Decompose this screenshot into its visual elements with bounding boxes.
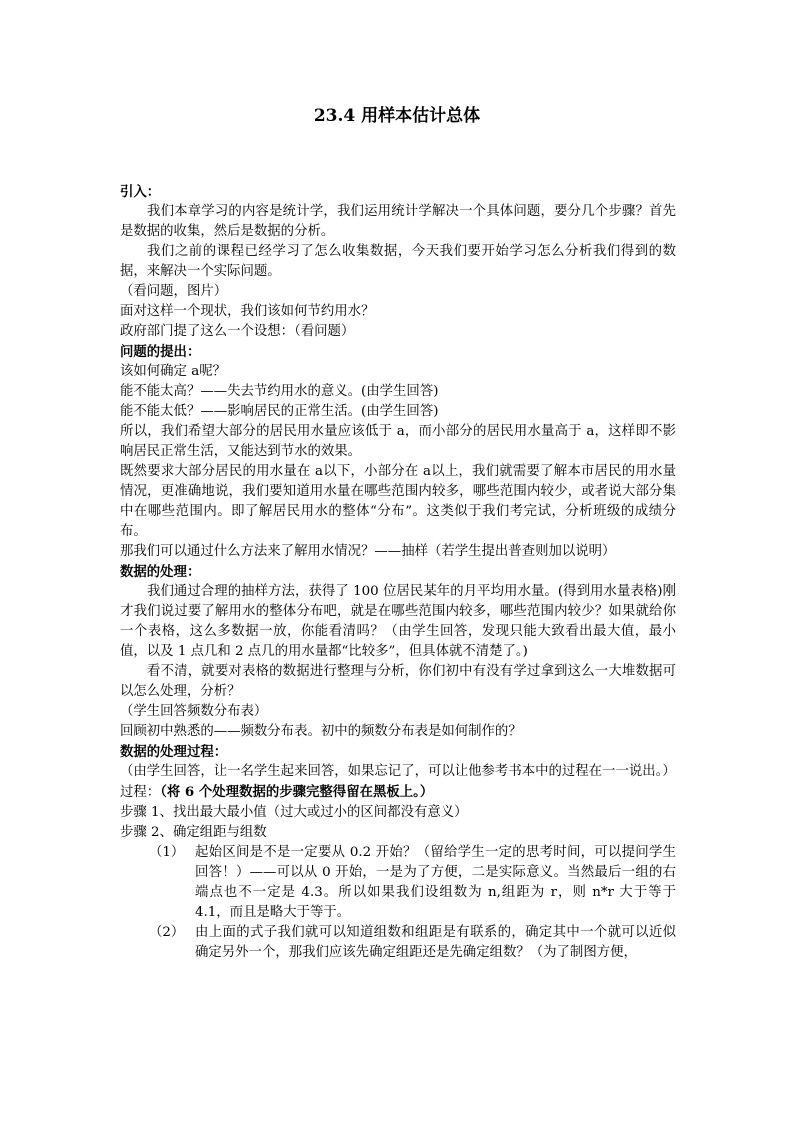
- paragraph: 既然要求大部分居民的用水量在 a以下，小部分在 a以上，我们就需要了解本市居民的用水量情况，更准确地说，我们要知道用水量在哪些范围内较多，哪些范围内较少，或者说大部分集中在哪些范围内。即了解居民用水的整体“分布”。这类似于我们考完试，分析班级的成绩分布。: [120, 464, 676, 539]
- paragraph: 所以，我们希望大部分的居民用水量应该低于 a，而小部分的居民用水量高于 a，这样即不影响居民正常生活，又能达到节水的效果。: [120, 424, 676, 459]
- step-2: 步骤 2、确定组距与组数: [120, 825, 267, 840]
- process-label: 过程：: [120, 785, 161, 800]
- paragraph: （学生回答频数分布表）: [120, 704, 268, 719]
- paragraph: 我们之前的课程已经学习了怎么收集数据，今天我们要开始学习怎么分析我们得到的数据，来解决一个实际问题。: [120, 244, 676, 279]
- list-item: [149, 843, 676, 923]
- paragraph: 我们通过合理的抽样方法，获得了 100 位居民某年的月平均用水量。(得到用水量表格)刚才我们说过要了解用水的整体分布吧，就是在哪些范围内较多，哪些范围内较少？如果就给你一个表格，这么多数据一放，你能看清吗？（由学生回答，发现只能大致看出最大值，最小值，以及 1 点几和 2 点几的用水量都“比较多”，但具体就不清楚了。): [120, 584, 676, 659]
- step-1: 步骤 1、找出最大最小值（过大或过小的区间都没有意义）: [120, 805, 468, 820]
- paragraph: （看问题，图片）: [120, 284, 228, 299]
- paragraph: （由学生回答，让一名学生起来回答，如果忘记了，可以让他参考书本中的过程在一一说出。）: [120, 764, 676, 779]
- section-heading-question: 问题的提出：: [120, 344, 201, 360]
- paragraph: 能不能太低？——影响居民的正常生活。(由学生回答): [120, 404, 439, 419]
- paragraph: 该如何确定 a呢？: [120, 364, 226, 379]
- section-heading-intro: 引入：: [120, 184, 161, 200]
- paragraph: [120, 782, 676, 803]
- paragraph: 回顾初中熟悉的——频数分布表。初中的频数分布表是如何制作的？: [120, 724, 522, 739]
- page-title: 23.4 用样本估计总体: [313, 106, 481, 126]
- paragraph: 看不清，就要对表格的数据进行整理与分析，你们初中有没有学过拿到这么一大堆数据可以怎么处理，分析？: [120, 664, 676, 699]
- paragraph: 政府部门提了这么一个设想：（看问题）: [120, 324, 355, 339]
- document-body: [120, 182, 676, 963]
- paragraph: 我们本章学习的内容是统计学，我们运用统计学解决一个具体问题，要分几个步骤？首先是数据的收集，然后是数据的分析。: [120, 204, 676, 239]
- list-number: （1）: [149, 845, 185, 860]
- paragraph: 那我们可以通过什么方法来了解用水情况？——抽样（若学生提出普查则加以说明）: [120, 544, 616, 559]
- list-text: 由上面的式子我们就可以知道组数和组距是有联系的，确定其中一个就可以近似确定另外一个，那我们应该先确定组距还是先确定组数？（为了制图方便，: [195, 925, 676, 960]
- paragraph: 面对这样一个现状，我们该如何节约用水？: [120, 304, 375, 319]
- paragraph: 能不能太高？——失去节约用水的意义。(由学生回答): [120, 384, 439, 399]
- list-text: 起始区间是不是一定要从 0.2 开始？（留给学生一定的思考时间，可以提问学生回答！）——可以从 0 开始，一是为了方便，二是实际意义。当然最后一组的右端点也不一定是 4.3。所以如果我们设组数为 n,组距为 r，则 n*r 大于等于 4.1，而且是略大于等于。: [195, 845, 676, 920]
- list-number: （2）: [149, 925, 185, 940]
- section-heading-process: 数据的处理过程：: [120, 744, 228, 760]
- process-note: （将 6 个处理数据的步骤完整得留在黑板上。）: [160, 784, 434, 800]
- list-item: [149, 923, 676, 963]
- section-heading-processing: 数据的处理：: [120, 564, 201, 580]
